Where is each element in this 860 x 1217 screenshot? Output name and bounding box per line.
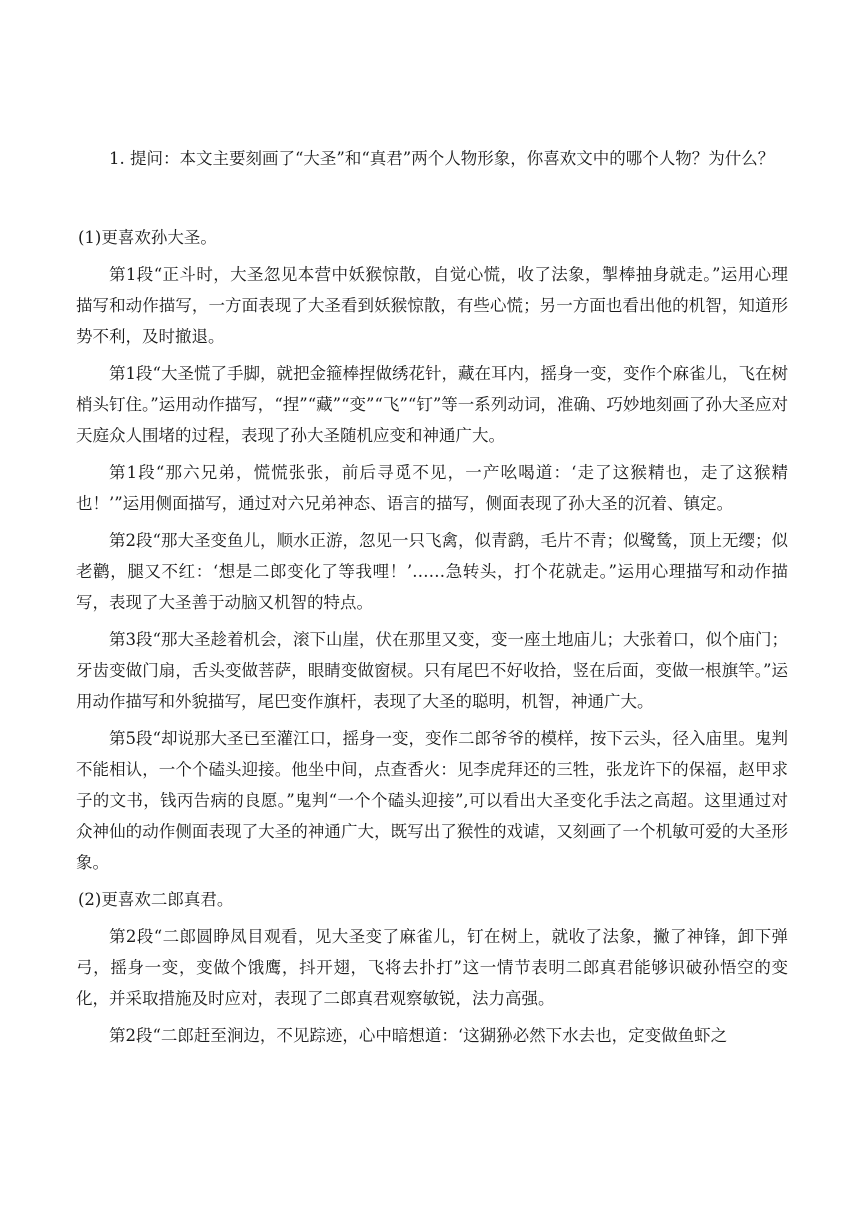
paragraph: 第1段“大圣慌了手脚，就把金箍棒捏做绣花针，藏在耳内，摇身一变，变作个麻雀儿，飞在树梢头钉住。”运用动作描写，“捏”“藏”“变”“飞”“钉”等一系列动词，准确、巧妙地刻画了孙大圣应对天庭众人围堵的过程，表现了孙大圣随机应变和神通广大。 [76, 364, 788, 445]
question-text: 1. 提问：本文主要刻画了“大圣”和“真君”两个人物形象，你喜欢文中的哪个人物？为什么？ [109, 149, 775, 168]
paragraph: 第1段“那六兄弟，慌慌张张，前后寻觅不见，一产吆喝道：‘走了这猴精也，走了这猴精也！’”运用侧面描写，通过对六兄弟神态、语言的描写，侧面表现了孙大圣的沉着、镇定。 [76, 463, 788, 513]
section-label-sun: (1)更喜欢孙大圣。 [78, 228, 217, 247]
paragraph: 第1段“正斗时，大圣忽见本营中妖猴惊散，自觉心慌，收了法象，掣棒抽身就走。”运用心理描写和动作描写，一方面表现了大圣看到妖猴惊散，有些心慌；另一方面也看出他的机智，知道形势不利，及时撤退。 [76, 265, 788, 346]
paragraph: 第2段“二郎赶至涧边，不见踪迹，心中暗想道：‘这猢狲必然下水去也，定变做鱼虾之 [109, 1026, 728, 1045]
section-label-erlang: (2)更喜欢二郎真君。 [78, 890, 234, 909]
paragraph: 第5段“却说那大圣已至灌江口，摇身一变，变作二郎爷爷的模样，按下云头，径入庙里。鬼判不能相认，一个个磕头迎接。他坐中间，点查香火：见李虎拜还的三牲，张龙许下的保福，赵甲求子的文书，钱丙告病的良愿。”鬼判“一个个磕头迎接”,可以看出大圣变化手法之高超。这里通过对众神仙的动作侧面表现了大圣的神通广大，既写出了猴性的戏谑，又刻画了一个机敏可爱的大圣形象。 [76, 729, 788, 872]
paragraph: 第2段“那大圣变鱼儿，顺水正游，忽见一只飞禽，似青鹞，毛片不青；似鹭鸶，顶上无缨；似老鹳，腿又不红：‘想是二郎变化了等我哩！’……急转头，打个花就走。”运用心理描写和动作描写，表现了大圣善于动脑又机智的特点。 [76, 531, 788, 612]
document-page [76, 143, 788, 1051]
spacer [76, 174, 788, 222]
paragraph: 第3段“那大圣趁着机会，滚下山崖，伏在那里又变，变一座土地庙儿；大张着口，似个庙门；牙齿变做门扇，舌头变做菩萨，眼睛变做窗棂。只有尾巴不好收拾，竖在后面，变做一根旗竿。”运用动作描写和外貌描写，尾巴变作旗杆，表现了大圣的聪明，机智，神通广大。 [76, 630, 788, 711]
paragraph: 第2段“二郎圆睁凤目观看，见大圣变了麻雀儿，钉在树上，就收了法象，撇了神锋，卸下弹弓，摇身一变，变做个饿鹰，抖开翅，飞将去扑打”这一情节表明二郎真君能够识破孙悟空的变化，并采取措施及时应对，表现了二郎真君观察敏锐，法力高强。 [76, 927, 788, 1008]
